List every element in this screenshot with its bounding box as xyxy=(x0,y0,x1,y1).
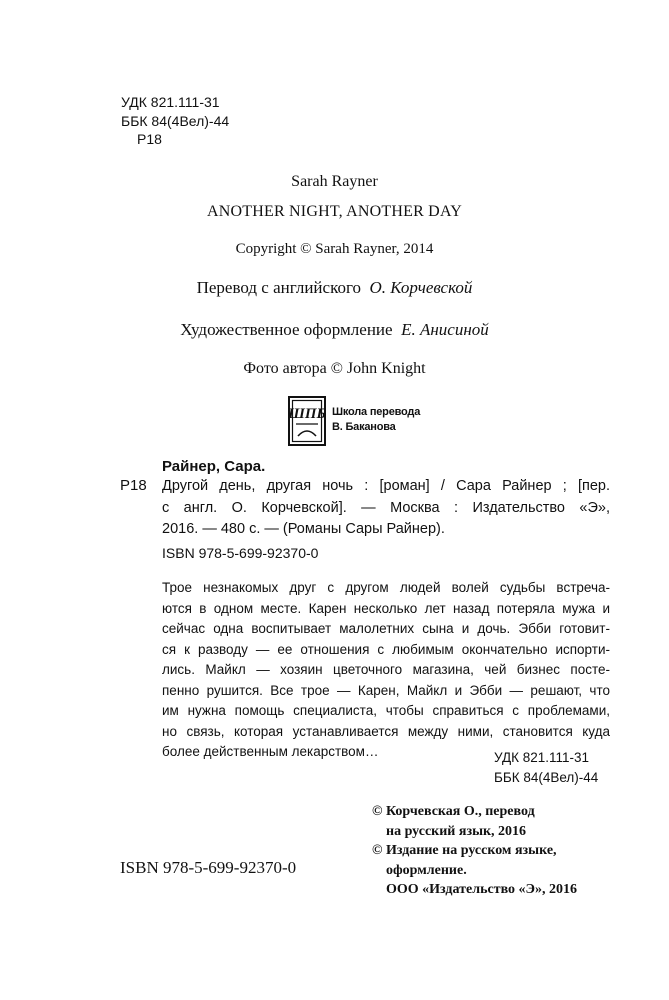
author-sign: Р18 xyxy=(137,131,162,147)
biblio-line: Другой день, другая ночь : [роман] / Сара Райнер ; [пер. xyxy=(162,478,610,494)
biblio-isbn: ISBN 978-5-699-92370-0 xyxy=(162,545,319,561)
annotation-line: Трое незнакомых друг с другом людей волей судьбы встреча- xyxy=(162,580,610,595)
copyright-entry: ООО «Издательство «Э», 2016 xyxy=(386,882,578,897)
translation-credit xyxy=(0,278,669,298)
biblio-description xyxy=(162,476,610,541)
bbk-code: ББК 84(4Вел)-44 xyxy=(121,112,230,129)
annotation-line: но связь, которая устанавливается между ними, становится куда xyxy=(162,723,610,739)
annotation xyxy=(162,578,610,763)
design-label: Художественное оформление xyxy=(180,320,393,339)
copyright-line: Copyright © Sarah Rayner, 2014 xyxy=(235,241,434,257)
annotation-line: лись. Майкл — хозяин цветочного магазина, чей бизнес посте- xyxy=(162,662,610,677)
copyright-entry: © Корчевская О., перевод xyxy=(372,804,535,819)
bbk-code-bottom: ББК 84(4Вел)-44 xyxy=(494,770,599,785)
copyright-entry: © Издание на русском языке, xyxy=(372,843,557,858)
annotation-line: им нужна помощь специалиста, чтобы справиться с проблемами, xyxy=(162,703,610,718)
series-logo-mark-icon xyxy=(288,396,326,446)
annotation-line: сейчас одна воспитывает малолетних сына и дочь. Эбби готовит- xyxy=(162,621,610,636)
translator-name: О. Корчевской xyxy=(369,278,473,297)
logo-line-2: В. Баканова xyxy=(332,421,396,433)
annotation-line: пенно рушится. Все трое — Карен, Майкл и Эбби — решают, что xyxy=(162,682,610,698)
series-logo xyxy=(288,396,438,448)
classification-codes-bottom xyxy=(494,748,598,788)
copyright-entry: на русский язык, 2016 xyxy=(386,823,527,839)
udk-code: УДК 821.111-31 xyxy=(121,94,220,110)
translation-label: Перевод с английского xyxy=(196,278,362,297)
photo-credit: Фото автора © John Knight xyxy=(243,360,426,377)
designer-name: Е. Анисиной xyxy=(401,320,489,339)
logo-mark-text: ШПБ xyxy=(288,406,326,422)
annotation-line: более действенным лекарством… xyxy=(162,744,379,759)
udk-code-bottom: УДК 821.111-31 xyxy=(494,750,590,765)
classification-codes-top xyxy=(121,93,229,149)
original-title: ANOTHER NIGHT, ANOTHER DAY xyxy=(207,203,462,220)
logo-line-1: Школа перевода xyxy=(332,406,421,418)
annotation-line: ся к разводу — ее отношения с любимым окончательно испорти- xyxy=(162,641,610,657)
copyright-block xyxy=(372,802,577,900)
biblio-heading: Райнер, Сара. xyxy=(162,458,266,475)
annotation-line: ются в одном месте. Карен несколько лет назад потеряла мужа и xyxy=(162,600,610,616)
isbn-bottom: ISBN 978-5-699-92370-0 xyxy=(120,858,297,877)
biblio-line: с англ. О. Корчевской]. — Москва : Издательство «Э», xyxy=(162,499,610,516)
biblio-author-sign: Р18 xyxy=(120,477,147,494)
design-credit xyxy=(0,320,669,340)
biblio-line: 2016. — 480 с. — (Романы Сары Райнер). xyxy=(162,521,445,537)
original-author: Sarah Rayner xyxy=(291,173,378,190)
copyright-entry: оформление. xyxy=(386,862,467,878)
series-logo-text xyxy=(332,405,420,435)
